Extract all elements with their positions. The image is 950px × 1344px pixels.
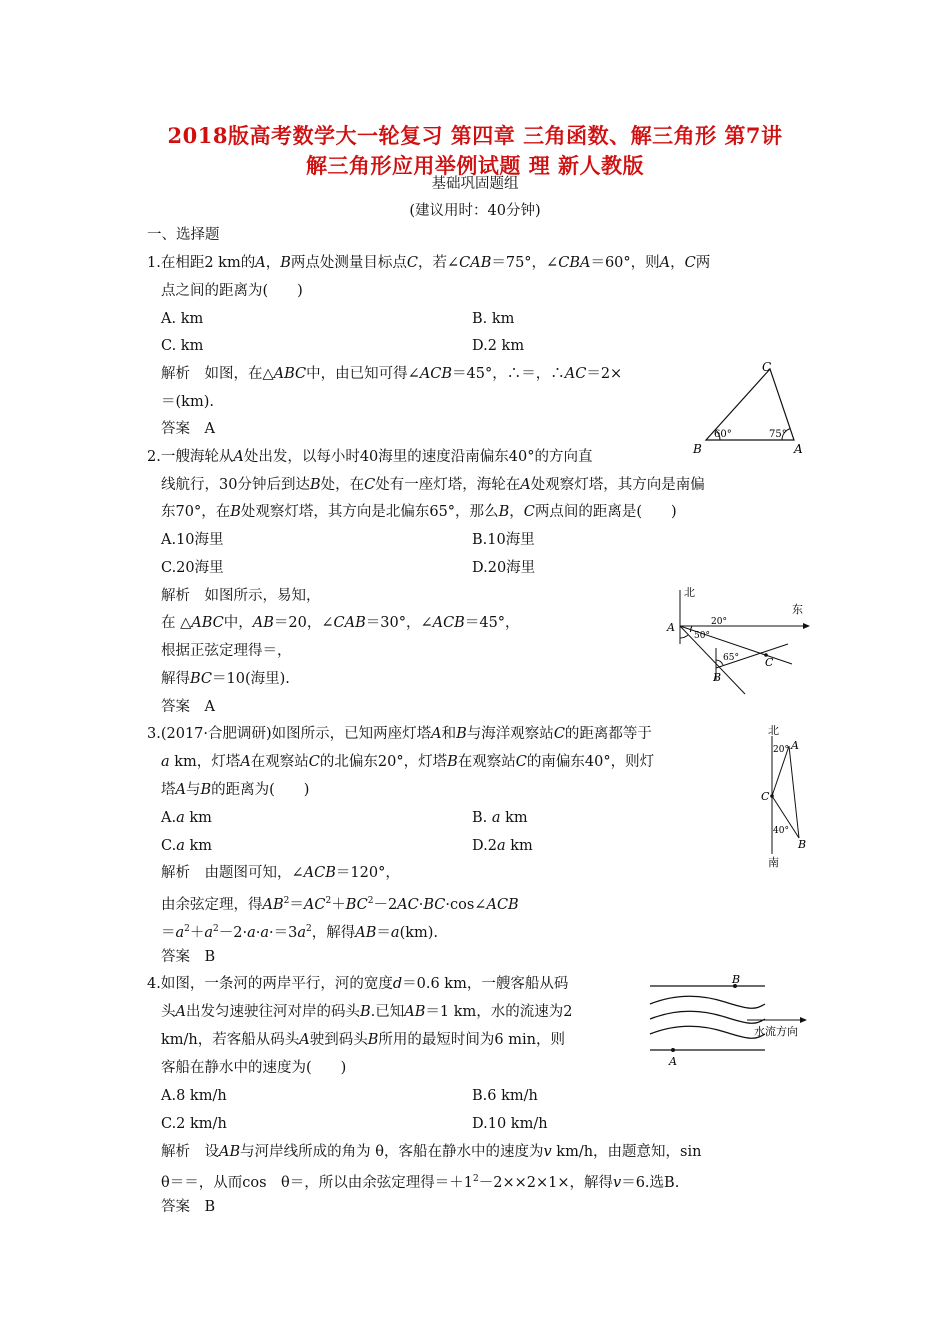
q2-angle-50: 50° xyxy=(694,631,710,641)
q3-label-b: B xyxy=(798,838,807,851)
q4-wave-2 xyxy=(650,1011,765,1023)
q4-option-b: B.6 km/h xyxy=(472,1088,538,1104)
q2-explanation-line1: 解析 如图所示，易知， xyxy=(161,588,321,604)
q4-river-figure xyxy=(645,972,815,1067)
q1-angle-75: 75° xyxy=(769,429,787,440)
q2-arc-50 xyxy=(680,635,688,638)
q2-label-b: B xyxy=(713,671,722,684)
q3-option-c: C.a km xyxy=(161,838,212,854)
q2-east-arrow xyxy=(803,623,810,629)
q3-option-a: A.a km xyxy=(161,810,212,826)
q1-option-c: C. km xyxy=(161,338,204,354)
q2-stem-line3: 东70°，在B处观察灯塔，其方向是北偏东65°，那么B，C两点间的距离是( ) xyxy=(161,504,677,520)
q3-angle-40: 40° xyxy=(773,826,789,836)
q3-label-north: 北 xyxy=(768,724,779,737)
q1-label-a: A xyxy=(794,442,803,456)
q1-answer: 答案 A xyxy=(161,421,215,437)
q3-explanation-line1: 解析 由题图可知，∠ACB＝120°， xyxy=(161,865,400,881)
q4-explanation-line1: 解析 设AB与河岸线所成的角为 θ，客船在静水中的速度为v km/h，由题意知，sin xyxy=(161,1144,702,1160)
q2-navigation-figure xyxy=(660,582,810,702)
q4-stem-line1: 4.如图，一条河的两岸平行，河的宽度d＝0.6 km，一艘客船从码 xyxy=(147,976,569,992)
q2-explanation-line4: 解得BC＝10(海里). xyxy=(161,671,290,687)
q2-stem-line2: 线航行，30分钟后到达B处，在C处有一座灯塔，海轮在A处观察灯塔，其方向是南偏 xyxy=(161,477,705,493)
q1-explanation-line2: ＝(km). xyxy=(161,394,214,410)
q2-explanation-line2: 在 △ABC中，AB＝20，∠CAB＝30°，∠ACB＝45°， xyxy=(161,615,520,631)
q3-answer: 答案 B xyxy=(161,949,216,965)
q1-explanation-line1: 解析 如图，在△ABC中，由已知可得∠ACB＝45°，∴＝，∴AC＝2× xyxy=(161,366,623,382)
q2-option-b: B.10海里 xyxy=(472,532,535,548)
doc-title-line1: 2018版高考数学大一轮复习 第四章 三角函数、解三角形 第7讲 xyxy=(167,123,783,148)
q3-point-c xyxy=(770,794,774,798)
q1-label-c: C xyxy=(762,360,772,374)
q4-stem-line3: km/h，若客船从码头A驶到码头B所用的最短时间为6 min，则 xyxy=(161,1032,565,1048)
doc-subtitle: 基础巩固题组 xyxy=(431,176,519,192)
q2-angle-20: 20° xyxy=(711,617,727,627)
q3-angle-20: 20° xyxy=(773,745,789,755)
q2-stem-line1: 2.一艘海轮从A处出发，以每小时40海里的速度沿南偏东40°的方向直 xyxy=(147,449,593,465)
q3-stem-line2: a km，灯塔A在观察站C的北偏东20°，灯塔B在观察站C的南偏东40°，则灯 xyxy=(161,754,655,770)
q1-triangle-figure xyxy=(690,358,810,456)
q4-answer: 答案 B xyxy=(161,1199,216,1215)
q2-arc-20 xyxy=(690,626,692,632)
q4-option-a: A.8 km/h xyxy=(161,1088,227,1104)
q1-label-b: B xyxy=(693,442,702,456)
q3-explanation-line3: $=a^2+a^2-2\cdot a\cdot a\cdot=3a^2$，解得AB＝a(km). xyxy=(161,924,439,941)
q4-label-a: A xyxy=(669,1055,677,1068)
q2-option-c: C.20海里 xyxy=(161,560,224,576)
q3-label-a: A xyxy=(791,739,799,752)
q2-explanation-line3: 根据正弦定理得＝， xyxy=(161,643,292,659)
section-heading: 一、选择题 xyxy=(147,227,220,243)
q3-stem-line3: 塔A与B的距离为( ) xyxy=(161,782,310,798)
q1-angle-60: 60° xyxy=(714,429,732,440)
q3-option-d: D.2a km xyxy=(472,838,533,854)
q1-stem-line2: 点之间的距离为( ) xyxy=(161,283,303,299)
q4-label-b: B xyxy=(732,973,741,986)
q4-flow-arrow-head xyxy=(800,1017,807,1023)
q2-label-a: A xyxy=(667,621,675,634)
q4-wave-1 xyxy=(650,996,765,1008)
time-note: (建议用时：40分钟) xyxy=(409,203,541,219)
q4-option-d: D.10 km/h xyxy=(472,1116,548,1132)
q4-option-c: C.2 km/h xyxy=(161,1116,227,1132)
q4-stem-line2: 头A出发匀速驶往河对岸的码头B.已知AB＝1 km，水的流速为2 xyxy=(161,1004,573,1020)
q3-option-b: B. a km xyxy=(472,810,528,826)
q2-label-north: 北 xyxy=(684,586,695,599)
q3-lighthouse-figure xyxy=(758,720,818,870)
q2-angle-65: 65° xyxy=(723,653,739,663)
q1-stem-line1: 1.在相距2 km的A，B两点处测量目标点C，若∠CAB＝75°，∠CBA＝60°，则A，C两 xyxy=(147,255,711,271)
q2-label-c: C xyxy=(765,656,774,669)
q1-option-b: B. km xyxy=(472,311,515,327)
q3-label-south: 南 xyxy=(768,856,779,869)
q2-option-a: A.10海里 xyxy=(161,532,224,548)
q4-explanation-line2: θ＝＝，从而cos θ＝，所以由余弦定理得$=+1^2-2\times\times 2\times 1\times$，解得v＝6.选B. xyxy=(161,1174,680,1191)
doc-title-line2: 解三角形应用举例试题 理 新人教版 xyxy=(305,153,645,178)
q1-option-d: D.2 km xyxy=(472,338,525,354)
q2-option-d: D.20海里 xyxy=(472,560,536,576)
q1-option-a: A. km xyxy=(161,311,204,327)
q4-flow-label: 水流方向 xyxy=(754,1025,798,1038)
q2-label-east: 东 xyxy=(792,603,803,616)
q4-point-a xyxy=(671,1048,675,1052)
q3-label-c: C xyxy=(761,790,770,803)
q4-wave-3 xyxy=(650,1026,765,1038)
q2-answer: 答案 A xyxy=(161,699,215,715)
q3-stem-line1: 3.(2017·合肥调研)如图所示，已知两座灯塔A和B与海洋观察站C的距离都等于 xyxy=(147,726,652,742)
q3-explanation-line2: 由余弦定理，得$AB^2=AC^2+BC^2-2AC\cdot BC\cdot\cos\angle ACB$ xyxy=(161,896,519,913)
q4-stem-line4: 客船在静水中的速度为( ) xyxy=(161,1060,347,1076)
